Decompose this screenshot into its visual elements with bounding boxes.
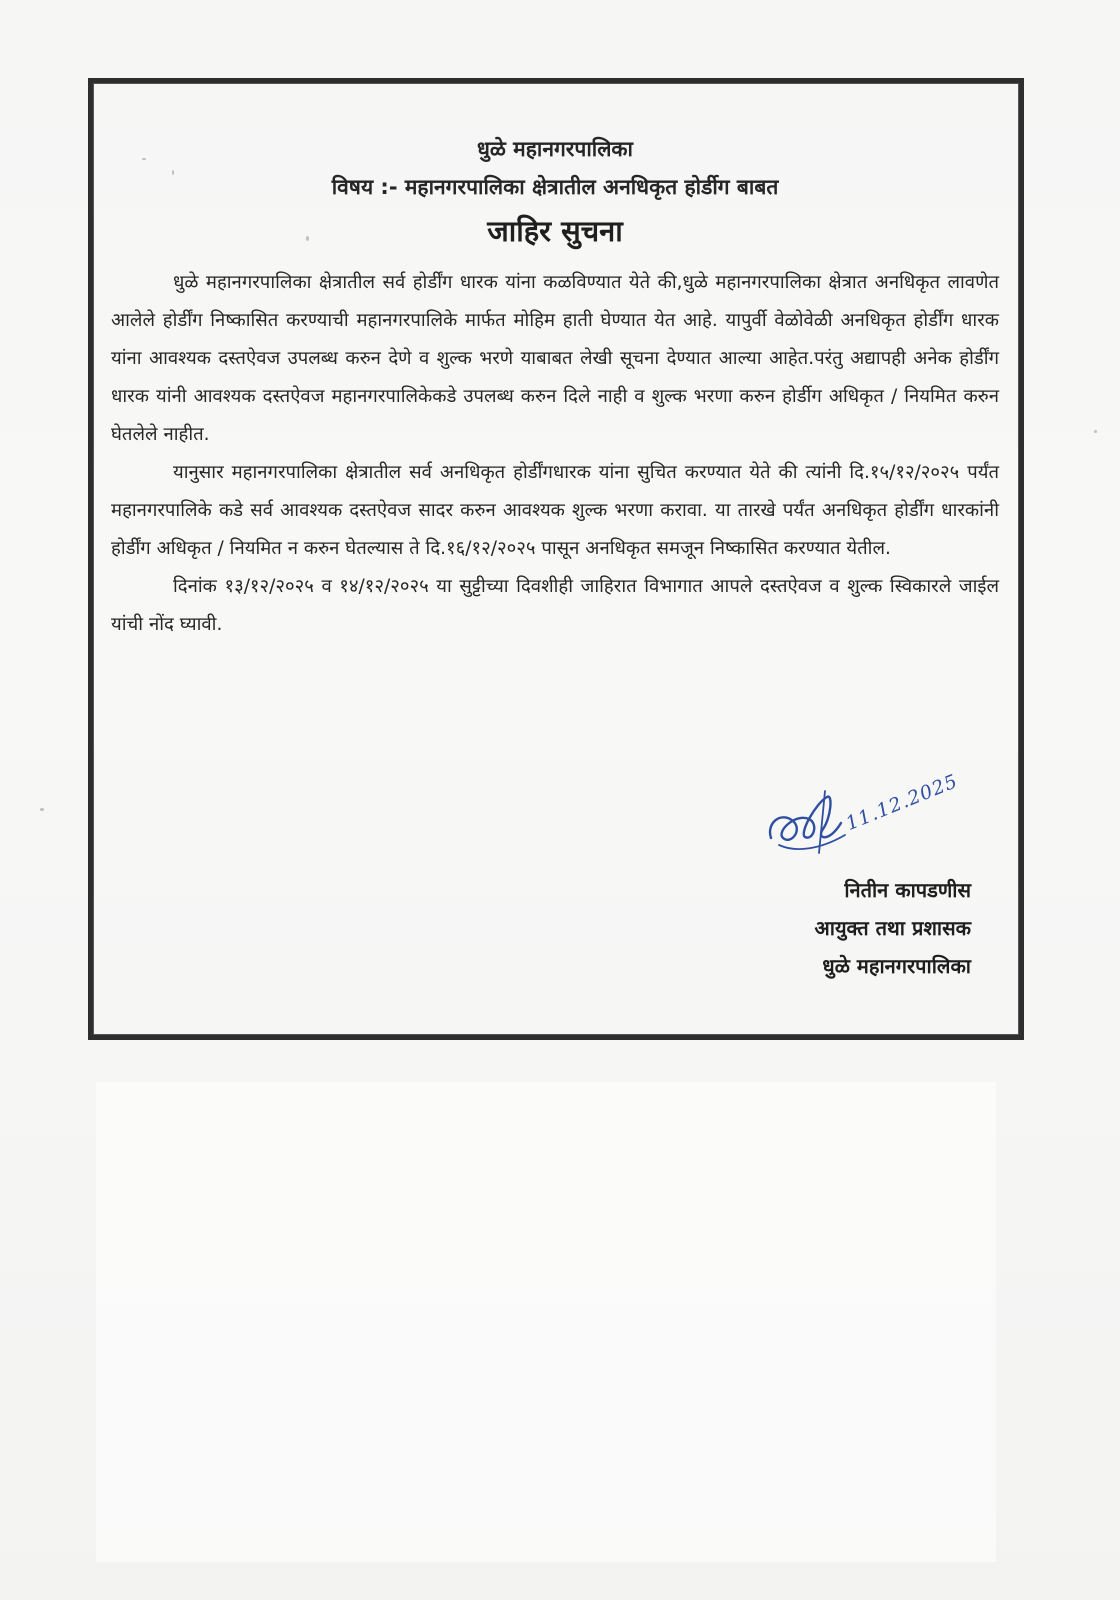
signatory-designation: आयुक्त तथा प्रशासक: [814, 916, 971, 940]
signature-block: [741, 770, 971, 1013]
paper-speck: [172, 170, 174, 175]
signatory-name: नितीन कापडणीस: [844, 878, 971, 902]
organization-name: धुळे महानगरपालिका: [476, 137, 633, 161]
paper-speck: [306, 236, 309, 241]
handwritten-date: 11.12.2025: [842, 770, 962, 835]
notice-subject: विषय :- महानगरपालिका क्षेत्रातील अनधिकृत होर्डीग बाबत: [331, 175, 779, 199]
notice-title: जाहिर सुचना: [487, 214, 623, 248]
paper-speck: [142, 158, 146, 160]
notice-header: [111, 135, 999, 250]
notice-paragraph-3: दिनांक १३/१२/२०२५ व १४/१२/२०२५ या सुट्टीच्या दिवशीही जाहिरात विभागात आपले दस्तऐवज व शुल्क स्विकारले जाईल यांची नोंद घ्यावी.: [111, 576, 999, 635]
signatory-details: [815, 871, 972, 985]
notice-body: [111, 264, 999, 644]
notice-paragraph-2: यानुसार महानगरपालिका क्षेत्रातील सर्व अनधिकृत होर्डींगधारक यांना सुचित करण्यात येते की त्यांनी दि.१५/१२/२०२५ पर्यंत महानगरपालिके कडे सर्व आवश्यक दस्तऐवज सादर करुन आवश्यक शुल्क भरणा करावा. या तारखे पर्यंत अनधिकृत होर्डींग धारकांनी होर्डींग अधिकृत / नियमित न करुन घेतल्यास ते दि.१६/१२/२०२५ पासून अनधिकृत समजून निष्कासित करण्यात येतील.: [111, 462, 999, 559]
signatory-office: धुळे महानगरपालिका: [822, 954, 971, 978]
notice-border-frame: [88, 78, 1024, 1040]
paper-speck: [40, 808, 44, 811]
notice-paragraph-1: धुळे महानगरपालिका क्षेत्रातील सर्व होर्डींग धारक यांना कळविण्यात येते की,धुळे महानगरपालिका क्षेत्रात अनधिकृत लावणेत आलेले होर्डींग निष्कासित करण्याची महानगरपालिके मार्फत मोहिम हाती घेण्यात येत आहे. यापुर्वी वेळोवेळी अनधिकृत होर्डींग धारक यांना आवश्यक दस्तऐवज उपलब्ध करुन देणे व शुल्क भरणे याबाबत लेखी सूचना देण्यात आल्या आहेत.परंतु अद्यापही अनेक होर्डींग धारक यांनी आवश्यक दस्तऐवज महानगरपालिकेकडे उपलब्ध करुन दिले नाही व शुल्क भरणा करुन होर्डीग अधिकृत / नियमित करुन घेतलेले नाहीत.: [111, 272, 999, 445]
paper-speck: [1094, 430, 1097, 433]
blank-lower-area: [96, 1082, 996, 1562]
handwritten-signature: [761, 783, 851, 863]
